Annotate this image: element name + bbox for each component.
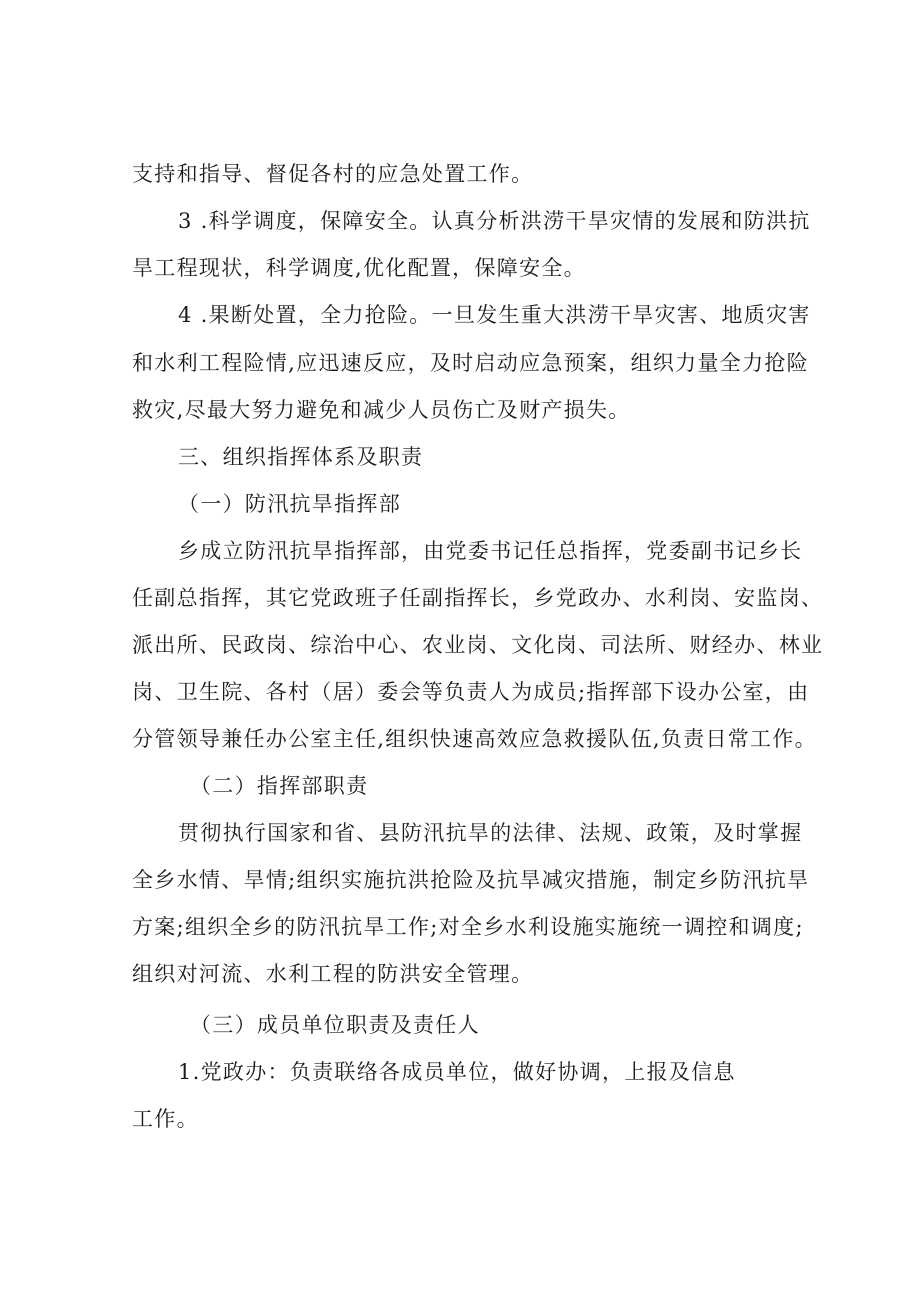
subsection-heading: （三）成员单位职责及责任人 bbox=[190, 1013, 480, 1037]
section-heading: 三、组织指挥体系及职责 bbox=[178, 445, 424, 469]
text-line: 支持和指导、督促各村的应急处置工作。 bbox=[132, 162, 534, 186]
subsection-heading: （一）防汛抗旱指挥部 bbox=[178, 492, 401, 516]
text-line: 4 .果断处置，全力抢险。一旦发生重大洪涝干旱灾害、地质灾害 bbox=[178, 303, 811, 327]
text-line: 旱工程现状，科学调度,优化配置，保障安全。 bbox=[132, 256, 586, 280]
text-line: 组织对河流、水利工程的防洪安全管理。 bbox=[132, 962, 534, 986]
text-line: 贯彻执行国家和省、县防汛抗旱的法律、法规、政策，及时掌握 bbox=[178, 821, 803, 845]
text-line: 方案;组织全乡的防汛抗旱工作;对全乡水利设施实施统一调控和调度; bbox=[132, 915, 804, 939]
text-line: 派出所、民政岗、综治中心、农业岗、文化岗、司法所、财经办、林业 bbox=[132, 633, 824, 657]
text-line: 全乡水情、旱情;组织实施抗洪抢险及抗旱减灾措施，制定乡防汛抗旱 bbox=[132, 868, 810, 892]
text-line: 岗、卫生院、各村（居）委会等负责人为成员;指挥部下设办公室，由 bbox=[132, 680, 810, 704]
text-line: 3 .科学调度，保障安全。认真分析洪涝干旱灾情的发展和防洪抗 bbox=[178, 209, 811, 233]
text-line: 救灾,尽最大努力避免和减少人员伤亡及财产损失。 bbox=[132, 398, 631, 422]
text-line: 任副总指挥，其它党政班子任副指挥长，乡党政办、水利岗、安监岗、 bbox=[132, 586, 824, 610]
text-line: 1.党政办：负责联络各成员单位，做好协调，上报及信息 bbox=[178, 1060, 736, 1084]
text-line: 乡成立防汛抗旱指挥部，由党委书记任总指挥，党委副书记乡长 bbox=[178, 539, 803, 563]
text-line: 工作。 bbox=[132, 1107, 199, 1131]
text-line: 分管领导兼任办公室主任,组织快速高效应急救援队伍,负责日常工作。 bbox=[132, 727, 817, 751]
text-line: 和水利工程险情,应迅速反应，及时启动应急预案，组织力量全力抢险 bbox=[132, 351, 809, 375]
subsection-heading: （二）指挥部职责 bbox=[190, 774, 369, 798]
